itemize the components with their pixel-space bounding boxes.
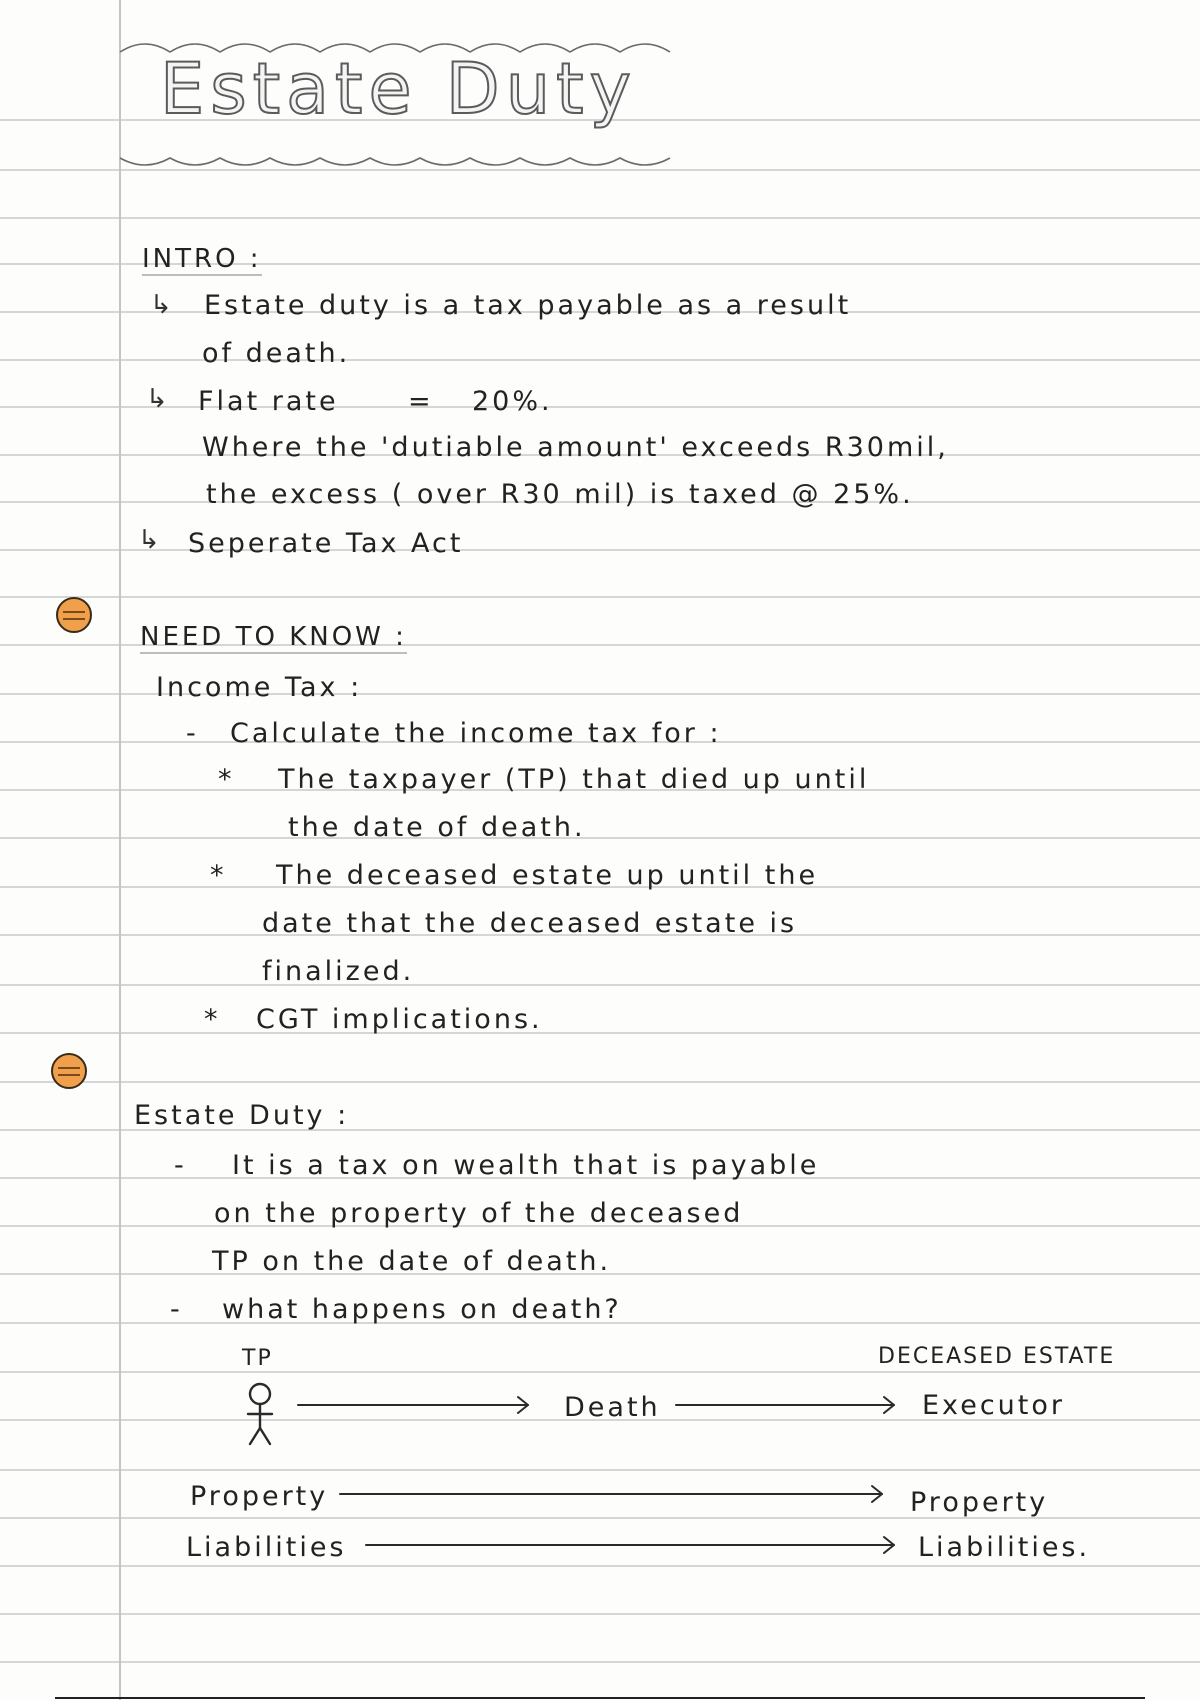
hook-arrow-icon: ↳ xyxy=(138,525,163,555)
hook-arrow-icon: ↳ xyxy=(146,384,171,414)
estate-line-2: on the property of the deceased xyxy=(214,1198,744,1229)
intro-line-2: of death. xyxy=(202,338,351,369)
intro-line-4: Where the 'dutiable amount' exceeds R30mil, xyxy=(202,432,949,463)
need-line-1: Calculate the income tax for : xyxy=(230,718,722,749)
need-line-5: date that the deceased estate is xyxy=(262,908,798,939)
flat-rate-label: Flat rate xyxy=(198,386,339,417)
need-heading: NEED TO KNOW : xyxy=(140,622,407,652)
estate-line-3: TP on the date of death. xyxy=(212,1246,612,1277)
dash-bullet: - xyxy=(170,1294,183,1325)
flat-rate-value: 20%. xyxy=(472,386,553,417)
need-line-2: The taxpayer (TP) that died up until xyxy=(278,764,870,795)
diagram-property-left: Property xyxy=(190,1481,329,1512)
dash-bullet: - xyxy=(186,718,199,749)
estate-line-4: what happens on death? xyxy=(222,1294,622,1325)
diagram-tp-label: TP xyxy=(242,1346,273,1371)
star-bullet: * xyxy=(210,860,227,891)
arrow-death-to-executor xyxy=(676,1397,894,1413)
star-bullet: * xyxy=(204,1004,221,1035)
arrow-tp-to-death xyxy=(298,1397,528,1413)
diagram-liabilities-right: Liabilities. xyxy=(918,1532,1091,1563)
need-line-7: CGT implications. xyxy=(256,1004,543,1035)
intro-line-1: Estate duty is a tax payable as a result xyxy=(204,290,852,321)
estate-heading: Estate Duty : xyxy=(134,1100,350,1131)
diagram-property-right: Property xyxy=(910,1487,1049,1518)
flat-rate-equals: = xyxy=(408,386,434,417)
page-title: Estate Duty xyxy=(160,48,637,130)
diagram-executor: Executor xyxy=(922,1390,1065,1421)
need-line-3: the date of death. xyxy=(288,812,586,843)
star-bullet: * xyxy=(218,764,235,795)
diagram-liabilities-left: Liabilities xyxy=(186,1532,347,1563)
diagram-death: Death xyxy=(564,1392,661,1423)
dash-bullet: - xyxy=(174,1150,187,1181)
need-subheading: Income Tax : xyxy=(156,672,363,703)
arrow-liabilities xyxy=(366,1537,894,1553)
intro-line-5: the excess ( over R30 mil) is taxed @ 25%. xyxy=(206,479,914,510)
hook-arrow-icon: ↳ xyxy=(150,290,175,320)
intro-line-6: Seperate Tax Act xyxy=(188,528,464,559)
intro-heading: INTRO : xyxy=(142,244,262,274)
need-line-6: finalized. xyxy=(262,956,415,987)
diagram-estate-label: DECEASED ESTATE xyxy=(878,1344,1116,1369)
arrow-property xyxy=(340,1486,882,1502)
need-line-4: The deceased estate up until the xyxy=(276,860,819,891)
estate-line-1: It is a tax on wealth that is payable xyxy=(232,1150,820,1181)
